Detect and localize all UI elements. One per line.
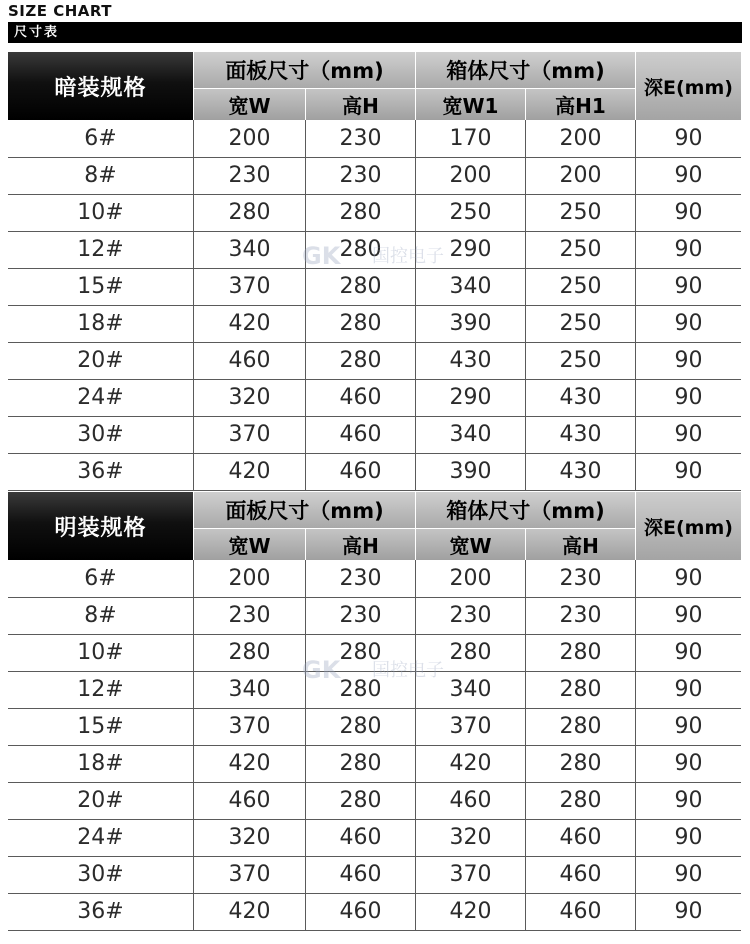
- panel-width-cell: 460: [193, 782, 305, 819]
- panel-width-cell: 320: [193, 819, 305, 856]
- spec-cell: 36#: [77, 899, 124, 924]
- spec-cell: 8#: [84, 603, 117, 628]
- table-row: [8, 782, 741, 820]
- depth-cell: 90: [635, 342, 741, 379]
- box-height-cell: 250: [525, 268, 635, 305]
- table-row: [8, 560, 741, 598]
- panel-height-cell: 460: [305, 416, 415, 453]
- panel-width-cell: 280: [193, 194, 305, 231]
- box-height-cell: 250: [525, 194, 635, 231]
- depth-cell: 90: [635, 708, 741, 745]
- box-width-cell: 370: [415, 708, 525, 745]
- box-height-cell: 280: [525, 782, 635, 819]
- watermark-logo-text: GK: [302, 242, 341, 270]
- spec-cell: 36#: [77, 459, 124, 484]
- subtitle-bar: [8, 22, 742, 43]
- spec-cell: 15#: [77, 714, 124, 739]
- panel-height-header: 高H: [305, 88, 415, 120]
- panel-width-cell: 370: [193, 708, 305, 745]
- table-row: [8, 745, 741, 783]
- box-width-cell: 280: [415, 634, 525, 671]
- panel-height-cell: 280: [305, 745, 415, 782]
- table-row: [8, 671, 741, 709]
- panel-height-cell: 280: [305, 782, 415, 819]
- panel-height-cell: 460: [305, 819, 415, 856]
- table-row: [8, 416, 741, 454]
- box-width-cell: 370: [415, 856, 525, 893]
- spec-cell: 24#: [77, 825, 124, 850]
- depth-cell: 90: [635, 305, 741, 342]
- panel-height-cell: 460: [305, 379, 415, 416]
- watermark-brand-text: 国控电子: [372, 246, 444, 267]
- panel-height-cell: 280: [305, 305, 415, 342]
- panel-height-cell: 280: [305, 194, 415, 231]
- panel-height-cell: 460: [305, 856, 415, 893]
- spec-cell: 8#: [84, 163, 117, 188]
- box-height-cell: 230: [525, 597, 635, 634]
- spec-cell: 6#: [84, 566, 117, 591]
- panel-height-cell: 280: [305, 342, 415, 379]
- depth-cell: 90: [635, 379, 741, 416]
- table-row: [8, 305, 741, 343]
- depth-header: 深E(mm): [635, 52, 741, 120]
- panel-height-cell: 230: [305, 560, 415, 597]
- section-label: 暗装规格: [8, 52, 193, 120]
- panel-width-cell: 420: [193, 893, 305, 930]
- depth-cell: 90: [635, 893, 741, 930]
- depth-cell: 90: [635, 671, 741, 708]
- size-chart-title: SIZE CHART: [8, 2, 113, 20]
- depth-cell: 90: [635, 194, 741, 231]
- table-row: [8, 708, 741, 746]
- box-height-cell: 200: [525, 120, 635, 157]
- box-width-cell: 460: [415, 782, 525, 819]
- panel-width-cell: 370: [193, 416, 305, 453]
- box-width-header: 宽W1: [415, 88, 525, 120]
- box-width-header: 宽W: [415, 528, 525, 560]
- table-row: [8, 379, 741, 417]
- box-width-cell: 290: [415, 231, 525, 268]
- box-height-cell: 280: [525, 634, 635, 671]
- box-width-cell: 390: [415, 305, 525, 342]
- panel-width-cell: 230: [193, 597, 305, 634]
- table-row: [8, 157, 741, 195]
- depth-cell: 90: [635, 416, 741, 453]
- box-width-cell: 340: [415, 416, 525, 453]
- box-width-cell: 290: [415, 379, 525, 416]
- table-row: [8, 597, 741, 635]
- box-height-cell: 250: [525, 305, 635, 342]
- panel-height-cell: 230: [305, 597, 415, 634]
- box-size-group-header: 箱体尺寸（mm): [415, 52, 635, 88]
- table-row: [8, 342, 741, 380]
- panel-width-cell: 230: [193, 157, 305, 194]
- depth-cell: 90: [635, 453, 741, 490]
- panel-width-cell: 200: [193, 560, 305, 597]
- box-height-cell: 250: [525, 342, 635, 379]
- panel-size-group-header: 面板尺寸（mm): [193, 492, 415, 528]
- depth-cell: 90: [635, 856, 741, 893]
- panel-height-cell: 280: [305, 231, 415, 268]
- spec-cell: 12#: [77, 237, 124, 262]
- box-height-cell: 460: [525, 893, 635, 930]
- panel-width-cell: 420: [193, 745, 305, 782]
- concealed-spec-table: [8, 52, 741, 484]
- spec-cell: 10#: [77, 200, 124, 225]
- spec-cell: 18#: [77, 751, 124, 776]
- depth-cell: 90: [635, 157, 741, 194]
- panel-height-cell: 460: [305, 453, 415, 490]
- depth-cell: 90: [635, 268, 741, 305]
- table-row: [8, 194, 741, 232]
- depth-cell: 90: [635, 819, 741, 856]
- table-row: [8, 856, 741, 894]
- spec-cell: 20#: [77, 348, 124, 373]
- spec-cell: 30#: [77, 862, 124, 887]
- box-height-cell: 230: [525, 560, 635, 597]
- table-row: [8, 634, 741, 672]
- box-height-cell: 430: [525, 416, 635, 453]
- panel-height-cell: 280: [305, 634, 415, 671]
- box-height-cell: 280: [525, 708, 635, 745]
- panel-width-header: 宽W: [193, 528, 305, 560]
- spec-cell: 10#: [77, 640, 124, 665]
- panel-height-cell: 280: [305, 268, 415, 305]
- box-width-cell: 420: [415, 745, 525, 782]
- box-height-cell: 430: [525, 453, 635, 490]
- panel-width-cell: 420: [193, 305, 305, 342]
- depth-cell: 90: [635, 231, 741, 268]
- box-width-cell: 390: [415, 453, 525, 490]
- box-width-cell: 230: [415, 597, 525, 634]
- spec-cell: 6#: [84, 126, 117, 151]
- table-row: [8, 819, 741, 857]
- panel-height-cell: 230: [305, 120, 415, 157]
- box-height-header: 高H1: [525, 88, 635, 120]
- panel-height-cell: 280: [305, 671, 415, 708]
- depth-cell: 90: [635, 597, 741, 634]
- box-width-cell: 200: [415, 157, 525, 194]
- panel-width-cell: 370: [193, 268, 305, 305]
- table-row: [8, 120, 741, 158]
- spec-cell: 15#: [77, 274, 124, 299]
- depth-header: 深E(mm): [635, 492, 741, 560]
- box-height-cell: 430: [525, 379, 635, 416]
- panel-height-cell: 230: [305, 157, 415, 194]
- spec-cell: 24#: [77, 385, 124, 410]
- panel-width-cell: 460: [193, 342, 305, 379]
- panel-height-cell: 460: [305, 893, 415, 930]
- box-height-cell: 280: [525, 745, 635, 782]
- panel-width-cell: 340: [193, 231, 305, 268]
- box-height-cell: 460: [525, 856, 635, 893]
- panel-width-cell: 320: [193, 379, 305, 416]
- box-width-cell: 200: [415, 560, 525, 597]
- table-row: [8, 231, 741, 269]
- panel-width-cell: 200: [193, 120, 305, 157]
- panel-height-header: 高H: [305, 528, 415, 560]
- box-width-cell: 420: [415, 893, 525, 930]
- box-height-cell: 200: [525, 157, 635, 194]
- spec-cell: 12#: [77, 677, 124, 702]
- box-size-group-header: 箱体尺寸（mm): [415, 492, 635, 528]
- watermark-logo-text: GK: [302, 656, 341, 684]
- panel-width-cell: 340: [193, 671, 305, 708]
- box-width-cell: 250: [415, 194, 525, 231]
- depth-cell: 90: [635, 560, 741, 597]
- spec-cell: 20#: [77, 788, 124, 813]
- panel-width-cell: 370: [193, 856, 305, 893]
- section-label: 明装规格: [8, 492, 193, 560]
- depth-cell: 90: [635, 634, 741, 671]
- panel-width-header: 宽W: [193, 88, 305, 120]
- panel-width-cell: 420: [193, 453, 305, 490]
- spec-cell: 18#: [77, 311, 124, 336]
- box-width-cell: 170: [415, 120, 525, 157]
- surface-spec-table: [8, 492, 741, 934]
- box-width-cell: 340: [415, 671, 525, 708]
- box-height-header: 高H: [525, 528, 635, 560]
- table-row: [8, 453, 741, 491]
- box-width-cell: 340: [415, 268, 525, 305]
- depth-cell: 90: [635, 745, 741, 782]
- table-row: [8, 893, 741, 931]
- panel-width-cell: 280: [193, 634, 305, 671]
- box-width-cell: 320: [415, 819, 525, 856]
- spec-cell: 30#: [77, 422, 124, 447]
- depth-cell: 90: [635, 120, 741, 157]
- box-height-cell: 280: [525, 671, 635, 708]
- box-width-cell: 430: [415, 342, 525, 379]
- panel-size-group-header: 面板尺寸（mm): [193, 52, 415, 88]
- box-height-cell: 250: [525, 231, 635, 268]
- table-row: [8, 268, 741, 306]
- box-height-cell: 460: [525, 819, 635, 856]
- subtitle-label: 尺寸表: [14, 25, 60, 40]
- panel-height-cell: 280: [305, 708, 415, 745]
- watermark-brand-text: 国控电子: [372, 660, 444, 681]
- depth-cell: 90: [635, 782, 741, 819]
